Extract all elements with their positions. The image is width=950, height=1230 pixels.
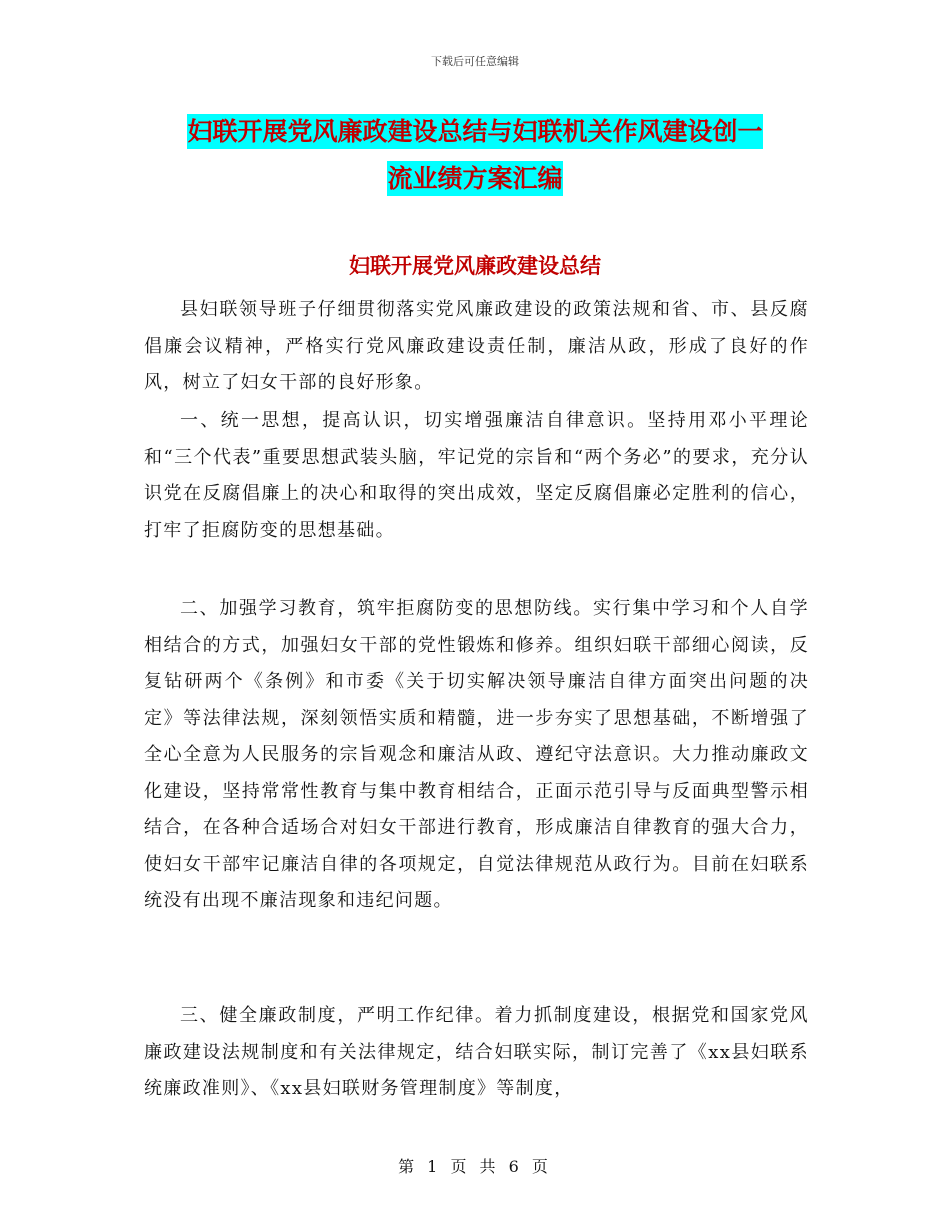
paragraph-intro: 县妇联领导班子仔细贯彻落实党风廉政建设的政策法规和省、市、县反腐倡廉会议精神，严格实行党风廉政建设责任制，廉洁从政，形成了良好的作风，树立了妇女干部的良好形象。 xyxy=(144,299,809,393)
header-note: 下载后可任意编辑 xyxy=(431,55,519,68)
page-footer: 第 1 页 共 6 页 xyxy=(398,1157,552,1176)
document-title-text-2: 流业绩方案汇编 xyxy=(387,161,562,196)
section-title: 妇联开展党风廉政建设总结 xyxy=(349,254,601,278)
paragraph-point-3: 三、健全廉政制度，严明工作纪律。着力抓制度建设，根据党和国家党风廉政建设法规制度和有关法律规定，结合妇联实际，制订完善了《xx县妇联系统廉政准则》、《xx县妇联财务管理制度》等制度， xyxy=(144,1005,809,1099)
paragraph-point-2: 二、加强学习教育，筑牢拒腐防变的思想防线。实行集中学习和个人自学相结合的方式，加强妇女干部的党性锻炼和修养。组织妇联干部细心阅读，反复钻研两个《条例》和市委《关于切实解决领导廉洁自律方面突出问题的决定》等法律法规，深刻领悟实质和精髓，进一步夯实了思想基础，不断增强了全心全意为人民服务的宗旨观念和廉洁从政、遵纪守法意识。大力推动廉政文化建设，坚持常常性教育与集中教育相结合，正面示范引导与反面典型警示相结合，在各种合适场合对妇女干部进行教育，形成廉洁自律教育的强大合力，使妇女干部牢记廉洁自律的各项规定，自觉法律规范从政行为。目前在妇联系统没有出现不廉洁现象和违纪问题。 xyxy=(144,598,809,911)
document-title-text-1: 妇联开展党风廉政建设总结与妇联机关作风建设创一 xyxy=(187,114,762,149)
document-title-line-2 xyxy=(0,159,950,195)
document-title-line-1 xyxy=(0,112,950,148)
paragraph-point-1: 一、统一思想，提高认识，切实增强廉洁自律意识。坚持用邓小平理论和“三个代表”重要思想武装头脑，牢记党的宗旨和“两个务必”的要求，充分认识党在反腐倡廉上的决心和取得的突出成效，坚定反腐倡廉必定胜利的信心，打牢了拒腐防变的思想基础。 xyxy=(144,410,809,541)
